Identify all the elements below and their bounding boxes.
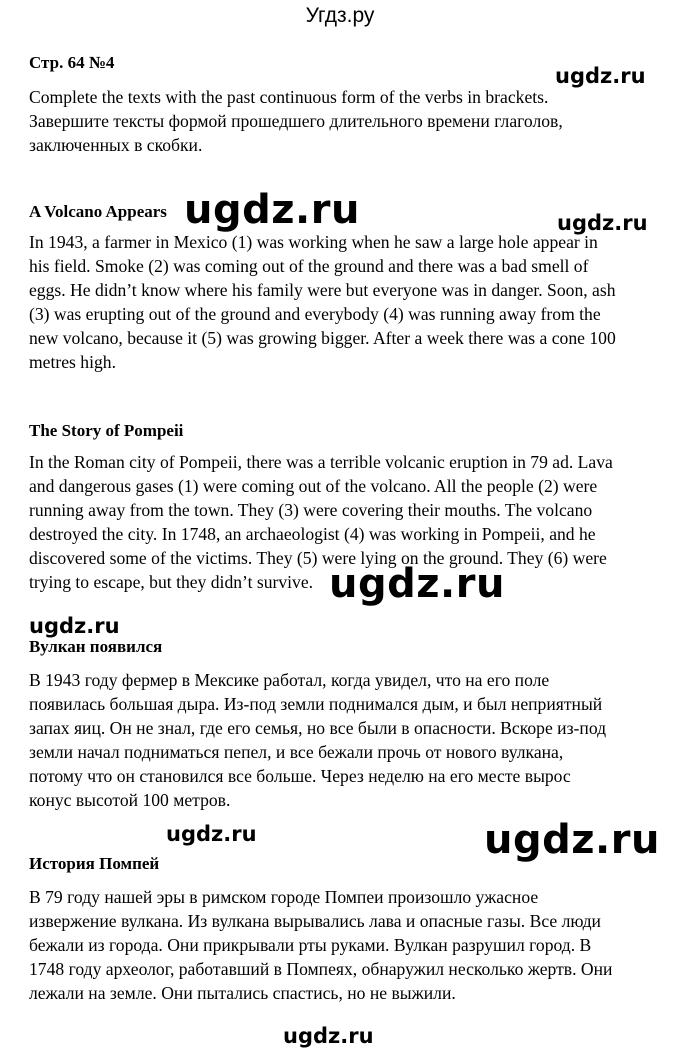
text-line: In 1943, a farmer in Mexico (1) was working when he saw a large hole appear in bbox=[29, 232, 598, 252]
watermark: ugdz.ru bbox=[283, 1024, 374, 1048]
watermark: ugdz.ru bbox=[29, 614, 120, 638]
text-line: запах яиц. Он не знал, где его семья, но все были в опасности. Вскоре из-под bbox=[29, 718, 607, 738]
text-line: извержение вулкана. Из вулкана вырывались лава и опасные газы. Все люди bbox=[29, 911, 601, 931]
text-line: and dangerous gases (1) were coming out of the volcano. All the people (2) were bbox=[29, 476, 598, 496]
section-heading: Вулкан появился bbox=[29, 637, 163, 656]
task-reference: Стр. 64 №4 bbox=[29, 53, 115, 72]
text-line: земли начал подниматься пепел, и все бежали прочь от нового вулкана, bbox=[29, 742, 564, 762]
watermark: ugdz.ru bbox=[166, 822, 257, 846]
instruction-line: Complete the texts with the past continuous form of the verbs in brackets. bbox=[29, 87, 549, 107]
section-heading: A Volcano Appears bbox=[29, 202, 167, 221]
text-line: появилась большая дыра. Из-под земли поднимался дым, и был неприятный bbox=[29, 694, 603, 714]
text-line: new volcano, because it (5) was growing bigger. After a week there was a cone 100 bbox=[29, 328, 616, 348]
text-line: бежали из города. Они прикрывали рты руками. Вулкан разрушил город. В bbox=[29, 935, 592, 955]
text-line: running away from the town. They (3) were covering their mouths. The volcano bbox=[29, 500, 593, 520]
text-line: потому что он становился все больше. Через неделю на его месте вырос bbox=[29, 766, 571, 786]
watermark: ugdz.ru bbox=[329, 561, 505, 607]
text-line: (3) was erupting out of the ground and everybody (4) was running away from the bbox=[29, 304, 601, 324]
text-line: discovered some of the victims. They (5) were lying on the ground. They (6) were bbox=[29, 548, 607, 568]
watermark: ugdz.ru bbox=[484, 817, 660, 863]
section-heading: История Помпей bbox=[29, 854, 160, 873]
text-line: metres high. bbox=[29, 352, 116, 372]
text-line: In the Roman city of Pompeii, there was a terrible volcanic eruption in 79 ad. Lava bbox=[29, 452, 613, 472]
text-line: destroyed the city. In 1748, an archaeologist (4) was working in Pompeii, and he bbox=[29, 524, 596, 544]
text-line: конус высотой 100 метров. bbox=[29, 790, 231, 810]
watermark: ugdz.ru bbox=[555, 64, 646, 88]
section-text bbox=[29, 885, 659, 1005]
watermark: ugdz.ru bbox=[557, 211, 648, 235]
section-text bbox=[29, 230, 659, 374]
instructions bbox=[29, 85, 659, 157]
instruction-line: Завершите тексты формой прошедшего длительного времени глаголов, bbox=[29, 111, 563, 131]
text-line: лежали на земле. Они пытались спастись, но не выжили. bbox=[29, 983, 456, 1003]
text-line: his field. Smoke (2) was coming out of the ground and there was a bad smell of bbox=[29, 256, 589, 276]
watermark: ugdz.ru bbox=[184, 187, 360, 233]
text-line: trying to escape, but they didn’t survive. bbox=[29, 572, 314, 592]
text-line: eggs. He didn’t know where his family were but everyone was in danger. Soon, ash bbox=[29, 280, 616, 300]
section-text bbox=[29, 668, 659, 812]
text-line: В 79 году нашей эры в римском городе Помпеи произошло ужасное bbox=[29, 887, 539, 907]
text-line: 1748 году археолог, работавший в Помпеях, обнаружил несколько жертв. Они bbox=[29, 959, 613, 979]
site-title: Угдз.ру bbox=[305, 4, 375, 27]
instruction-line: заключенных в скобки. bbox=[29, 135, 203, 155]
text-line: В 1943 году фермер в Мексике работал, когда увидел, что на его поле bbox=[29, 670, 550, 690]
section-heading: The Story of Pompeii bbox=[29, 421, 184, 440]
